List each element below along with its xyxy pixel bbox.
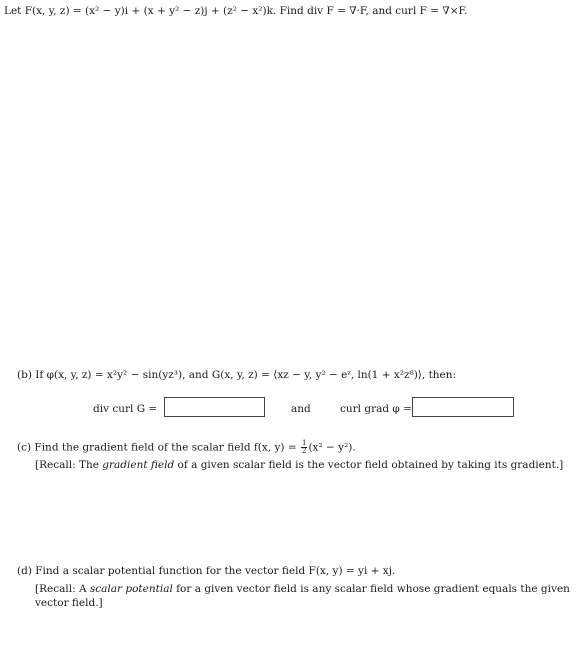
part-c-recall-prefix: [Recall: The [35, 459, 99, 471]
and-label: and [291, 403, 311, 415]
part-d-recall-suffix: for a given vector field is any scalar field whose gradient equals the given vector field.] [35, 583, 570, 610]
part-b-question [17, 368, 456, 382]
div-curl-answer-input[interactable] [164, 397, 265, 417]
part-d-text: (d) Find a scalar potential function for the vector field F(x, y) = yi + xj. [17, 565, 396, 577]
part-d-recall-term: scalar potential [89, 583, 173, 595]
part-c-question [17, 440, 356, 455]
part-c-recall-suffix: of a given scalar field is the vector field obtained by taking its gradient.] [177, 459, 564, 471]
part-b-text: (b) If φ(x, y, z) = x²y² − sin(yz³), and G(x, y, z) = ⟨xz − y, y² − eᶻ, ln(1 + x²z⁸)⟩, then: [17, 369, 457, 381]
part-d-question [17, 564, 395, 578]
one-half-fraction [301, 440, 307, 455]
div-curl-label: div curl G = [93, 403, 158, 415]
part-c-text-suffix: (x² − y²). [308, 441, 356, 454]
part-d-recall-prefix: [Recall: A [35, 583, 87, 595]
curl-grad-label: curl grad φ = [340, 403, 412, 415]
part-d-recall [35, 582, 581, 610]
fraction-denominator: 2 [301, 447, 307, 455]
part-c-recall-term: gradient field [102, 459, 175, 471]
part-c-text-prefix: (c) Find the gradient field of the scalar field f(x, y) = [17, 441, 297, 454]
part-a-question [4, 4, 468, 18]
curl-grad-answer-input[interactable] [412, 397, 514, 417]
part-a-text: Let F(x, y, z) = (x² − y)i + (x + y² − z)j + (z² − x²)k. Find div F = ∇·F, and curl F = ∇×F. [4, 5, 468, 17]
fraction-numerator: 1 [301, 439, 307, 447]
part-c-recall [35, 458, 563, 472]
